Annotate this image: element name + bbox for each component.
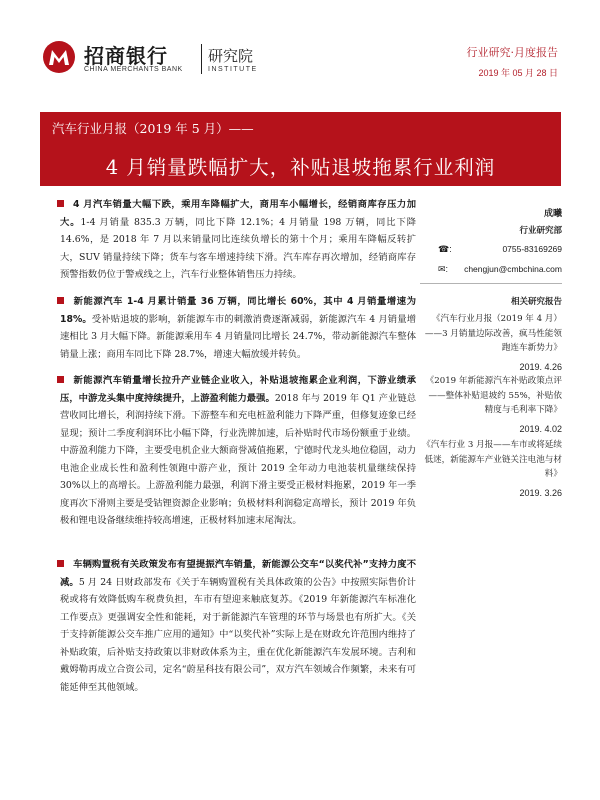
cmb-logo-icon [42,40,76,74]
related-report-date: 2019. 4.26 [519,362,562,372]
related-report-date: 2019. 3.26 [519,488,562,498]
paragraph-lead: 车辆购置税有关政策发布有望提振汽车销量，新能源公交车“以奖代补”支持力度不减。 [60,559,416,588]
email-address[interactable]: chengjun@cmbchina.com [464,264,562,274]
email-icon: ✉: [438,264,449,274]
analyst-dept: 行业研究部 [519,226,562,236]
related-report-title[interactable]: 《汽车行业月报（2019 年 4 月）——3 月销量边际改善，疯马性能领跑连车新势力》 [424,314,562,353]
paragraph-body: 受补贴退坡的影响，新能源车市的刺激消费逐渐减弱，新能源汽车 4 月销量增速相比 3 月大幅下降。新能源乘用车 4 月销量同比增长 24.7%，带动新能源汽车整体销量上涨；商用车同比下降 28.7%，增速大幅放缓并转负。 [60,313,416,360]
bullet-icon [57,376,64,383]
institute-name-en: INSTITUTE [208,66,258,73]
phone-number: 0755-83169269 [502,244,562,254]
related-report-date: 2019. 4.02 [519,424,562,434]
summary-paragraph [60,556,416,696]
paragraph-lead: 4 月汽车销量大幅下跌，乘用车降幅扩大，商用车小幅增长，经销商库存压力加大。 [60,199,416,228]
bullet-icon [57,200,64,207]
summary-paragraph [60,293,416,363]
paragraph-body: 2018 年与 2019 年 Q1 产业链总营收同比增长，利润持续下滑。下游整车和充电桩盈利能力下降严重，但修复迹象已经显现；预计二季度利润环比小幅下降，行业洗牌加速，后补贴时代市场份额重于业绩。中游盈利能力下降，主要受电机企业大额商誉减值拖累，宁德时代龙头地位稳固，动力电池企业成长性和盈利性领跑中游产业，预计 2019 全年动力电池装机量继续保持 30%以上的高增长。上游盈利能力最强，利润下滑主要受正极材料拖累，2019 年一季度再次下滑则主要是受钴锂资源企业影响；负极材料利润稳定高增长，预计 2019 年负极和锂电设备继续维持较高增速，正极材料加速末尾淘汰。 [60,392,416,526]
phone-icon: ☎: [438,244,452,254]
paragraph-lead: 新能源汽车销量增长拉升产业链企业收入，补贴退坡拖累企业利润，下游业绩承压，中游龙头集中度持续提升，上游盈利能力最强。 [60,375,416,404]
bullet-icon [57,297,64,304]
related-report-title[interactable]: 《2019 年新能源汽车补贴政策点评——整体补贴退坡约 55%，补贴依精度与毛利率下降》 [425,376,562,415]
paragraph-body: 5 月 24 日财政部发布《关于车辆购置税有关具体政策的公告》中按照实际售价计税或将有效降低购车税费负担，车市有望迎来触底复苏。《2019 年新能源汽车标准化工作要点》更强调安全性和能耗，对于新能源汽车管理的环节与场景也有所扩大。《关于支持新能源公交车推广应用的通知》中“以奖代补”实际上是在财政允许范围内维持了补贴政策，后补贴支持政策以非财政体系为主，重在优化新能源汽车发展环境。吉利和戴姆勒再成立合资公司，定名“蔚星科技有限公司”，双方汽车领域合作频繁，未来有可能延伸至其他领域。 [60,576,416,693]
brand-name-en: CHINA MERCHANTS BANK [84,66,183,73]
related-reports-heading: 相关研究报告 [510,297,562,307]
report-date: 2019 年 05 月 28 日 [478,68,558,78]
summary-paragraph [60,372,416,530]
header-divider [201,44,202,74]
report-type: 行业研究·月度报告 [466,46,558,59]
brand-name: 招商银行 [84,44,168,68]
summary-paragraph [60,196,416,284]
page-title: 4 月销量跌幅扩大，补贴退坡拖累行业利润 [105,156,496,179]
paragraph-lead: 新能源汽车 1-4 月累计销量 36 万辆，同比增长 60%，其中 4 月销量增速为 18%。 [60,296,416,325]
section-divider [420,283,562,284]
analyst-name: 成曦 [543,209,562,219]
title-banner [40,112,561,186]
related-report-title[interactable]: 《汽车行业 3 月报——车市或将延续低迷，新能源车产业链关注电池与材料》 [422,440,562,479]
paragraph-body: 1-4 月销量 835.3 万辆，同比下降 12.1%；4 月销量 198 万辆，同比下降 14.6%，是 2018 年 7 月以来销量同比连续负增长的第十个月；乘用车降幅反转扩大，SUV 销量持续下降；货车与客车增速持续下滑。汽车库存再次增加，经销商库存预警指数仍位于警戒线之上，汽车行业整体销售压力持续。 [60,216,416,280]
bullet-icon [57,560,64,567]
institute-name: 研究院 [208,47,254,65]
report-series-title: 汽车行业月报（2019 年 5 月）—— [52,121,254,136]
